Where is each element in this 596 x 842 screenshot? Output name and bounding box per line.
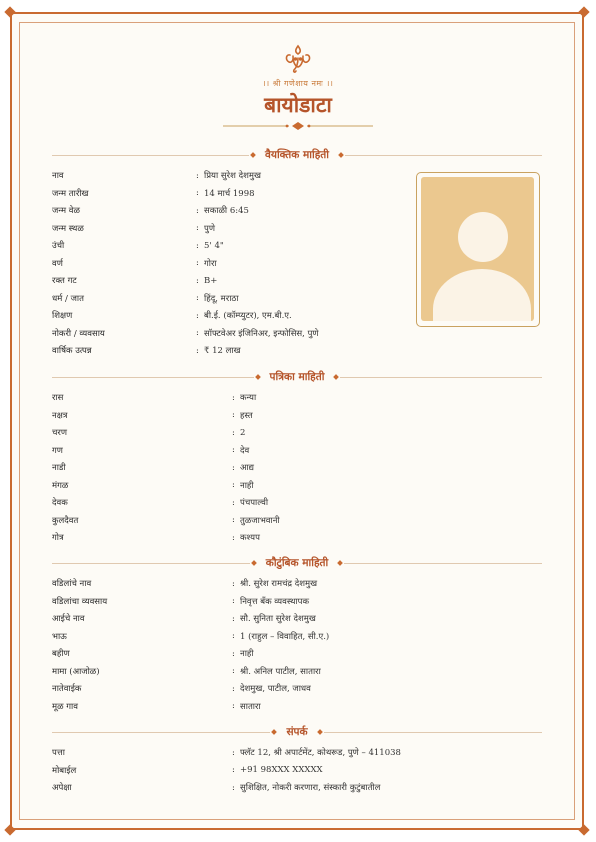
detail-row bbox=[52, 645, 329, 663]
detail-label: आईचे नाव bbox=[52, 614, 85, 625]
section-horoscope-heading bbox=[52, 370, 542, 384]
detail-value: निवृत्त बँक व्यवस्थापक bbox=[240, 596, 309, 607]
detail-value: 14 मार्च 1998 bbox=[204, 188, 255, 199]
detail-row bbox=[52, 575, 329, 593]
section-title: पत्रिका माहिती bbox=[269, 371, 325, 383]
detail-value: हस्त bbox=[240, 410, 253, 421]
detail-separator: : bbox=[232, 480, 235, 491]
page-header bbox=[0, 42, 596, 130]
detail-label: जन्म वेळ bbox=[52, 206, 80, 217]
detail-value: सुशिक्षित, नोकरी करणारा, संस्कारी कुटुंबातील bbox=[240, 783, 381, 794]
detail-separator: : bbox=[232, 765, 235, 776]
detail-value: तुळजाभवानी bbox=[240, 515, 280, 526]
detail-row bbox=[52, 680, 329, 698]
detail-separator: : bbox=[196, 275, 199, 286]
detail-value: श्री. सुरेश रामचंद्र देशमुख bbox=[240, 579, 318, 590]
detail-value: +91 98XXX XXXXX bbox=[240, 765, 323, 776]
detail-label: मामा (आजोळ) bbox=[52, 666, 100, 677]
detail-separator: : bbox=[232, 596, 235, 607]
page-title: बायोडाटा bbox=[264, 92, 332, 117]
detail-row bbox=[52, 494, 280, 512]
family-details bbox=[52, 575, 329, 715]
detail-label: रक्त गट bbox=[52, 276, 77, 287]
detail-value: 2 bbox=[240, 427, 246, 438]
detail-separator: : bbox=[196, 310, 199, 321]
ganesh-icon bbox=[281, 42, 315, 76]
detail-label: देवक bbox=[52, 498, 68, 509]
detail-separator: : bbox=[232, 578, 235, 589]
detail-value: 1 (राहुल – विवाहित, सी.ए.) bbox=[240, 631, 330, 642]
detail-label: भाऊ bbox=[52, 631, 67, 642]
detail-value: ₹ 12 लाख bbox=[204, 346, 241, 357]
section-title: संपर्क bbox=[286, 726, 308, 738]
avatar-body bbox=[433, 269, 531, 321]
detail-label: धर्म / जात bbox=[52, 293, 84, 304]
detail-row bbox=[52, 762, 401, 780]
detail-value: सौ. सुनिता सुरेश देशमुख bbox=[240, 614, 316, 625]
detail-label: नातेवाईक bbox=[52, 684, 82, 695]
detail-row bbox=[52, 424, 280, 442]
shloka-text: ।। श्री गणेशाय नमः ।। bbox=[262, 79, 334, 88]
detail-label: शिक्षण bbox=[52, 311, 73, 322]
detail-row bbox=[52, 663, 329, 681]
detail-row bbox=[52, 407, 280, 425]
detail-value: पुणे bbox=[204, 223, 215, 234]
detail-value: 5' 4" bbox=[204, 240, 224, 251]
detail-separator: : bbox=[196, 170, 199, 181]
detail-label: पत्ता bbox=[52, 748, 65, 759]
detail-separator: : bbox=[196, 293, 199, 304]
detail-separator: : bbox=[232, 462, 235, 473]
detail-label: गण bbox=[52, 445, 63, 456]
detail-separator: : bbox=[232, 683, 235, 694]
detail-label: कुलदैवत bbox=[52, 515, 79, 526]
detail-separator: : bbox=[232, 701, 235, 712]
detail-label: जन्म स्थळ bbox=[52, 223, 84, 234]
detail-label: मोबाईल bbox=[52, 765, 77, 776]
detail-separator: : bbox=[196, 240, 199, 251]
detail-separator: : bbox=[232, 666, 235, 677]
detail-row bbox=[52, 442, 280, 460]
detail-value: सातारा bbox=[240, 701, 261, 712]
detail-separator: : bbox=[232, 631, 235, 642]
detail-row bbox=[52, 255, 319, 273]
detail-row bbox=[52, 593, 329, 611]
section-title: वैयक्तिक माहिती bbox=[265, 149, 329, 161]
detail-value: हिंदू, मराठा bbox=[204, 293, 239, 304]
detail-row bbox=[52, 744, 401, 762]
detail-label: मूळ गाव bbox=[52, 701, 78, 712]
detail-separator: : bbox=[196, 205, 199, 216]
contact-details bbox=[52, 744, 401, 797]
detail-label: जन्म तारीख bbox=[52, 188, 89, 199]
detail-label: नाव bbox=[52, 171, 64, 182]
detail-label: उंची bbox=[52, 241, 65, 252]
detail-value: प्रिया सुरेश देशमुख bbox=[204, 171, 261, 182]
detail-value: बी.ई. (कॉम्प्युटर), एम.बी.ए. bbox=[204, 311, 292, 322]
detail-value: B+ bbox=[204, 275, 218, 286]
detail-label: वडिलांचे नाव bbox=[52, 579, 92, 590]
photo-frame bbox=[416, 172, 540, 327]
detail-row bbox=[52, 477, 280, 495]
detail-row bbox=[52, 698, 329, 716]
personal-details bbox=[52, 167, 319, 360]
detail-separator: : bbox=[232, 648, 235, 659]
section-title: कौटुंबिक माहिती bbox=[265, 557, 329, 569]
detail-value: सॉफ्टवेअर इंजिनिअर, इन्फोसिस, पुणे bbox=[204, 328, 319, 339]
detail-value: श्री. अनिल पाटील, सातारा bbox=[240, 666, 321, 677]
detail-row bbox=[52, 272, 319, 290]
detail-value: फ्लॅट 12, श्री अपार्टमेंट, कोथरूड, पुणे – 411038 bbox=[240, 748, 401, 759]
detail-value: नाही bbox=[240, 649, 254, 660]
detail-row bbox=[52, 628, 329, 646]
detail-label: नक्षत्र bbox=[52, 410, 68, 421]
detail-row bbox=[52, 779, 401, 797]
detail-value: नाही bbox=[240, 480, 254, 491]
detail-row bbox=[52, 512, 280, 530]
horoscope-details bbox=[52, 389, 280, 547]
detail-label: बहीण bbox=[52, 649, 70, 660]
detail-label: अपेक्षा bbox=[52, 783, 72, 794]
detail-value: कश्यप bbox=[240, 533, 260, 544]
detail-separator: : bbox=[196, 328, 199, 339]
detail-row bbox=[52, 389, 280, 407]
detail-label: वर्ण bbox=[52, 258, 63, 269]
detail-value: गोरा bbox=[204, 258, 217, 269]
detail-label: वार्षिक उत्पन्न bbox=[52, 346, 92, 357]
detail-value: देशमुख, पाटील, जाधव bbox=[240, 684, 311, 695]
photo-placeholder bbox=[421, 177, 534, 321]
detail-value: देव bbox=[240, 445, 250, 456]
detail-separator: : bbox=[232, 497, 235, 508]
detail-separator: : bbox=[232, 427, 235, 438]
detail-separator: : bbox=[232, 515, 235, 526]
detail-separator: : bbox=[196, 258, 199, 269]
detail-row bbox=[52, 167, 319, 185]
detail-separator: : bbox=[232, 392, 235, 403]
detail-row bbox=[52, 610, 329, 628]
detail-separator: : bbox=[196, 223, 199, 234]
detail-value: आद्य bbox=[240, 463, 255, 474]
detail-row bbox=[52, 529, 280, 547]
detail-row bbox=[52, 459, 280, 477]
detail-row bbox=[52, 185, 319, 203]
detail-value: सकाळी 6:45 bbox=[204, 206, 249, 217]
detail-row bbox=[52, 307, 319, 325]
detail-label: वडिलांचा व्यवसाय bbox=[52, 596, 108, 607]
detail-label: चरण bbox=[52, 428, 68, 439]
section-family-heading bbox=[52, 556, 542, 570]
detail-label: रास bbox=[52, 393, 64, 404]
detail-value: कन्या bbox=[240, 393, 257, 404]
detail-row bbox=[52, 325, 319, 343]
detail-row bbox=[52, 290, 319, 308]
title-ornament bbox=[223, 122, 373, 130]
section-personal-heading bbox=[52, 148, 542, 162]
detail-row bbox=[52, 202, 319, 220]
detail-separator: : bbox=[196, 188, 199, 199]
detail-value: पंचपाल्वी bbox=[240, 498, 269, 509]
detail-separator: : bbox=[232, 747, 235, 758]
detail-separator: : bbox=[232, 613, 235, 624]
avatar-head bbox=[458, 212, 508, 262]
detail-separator: : bbox=[232, 445, 235, 456]
detail-label: नोकरी / व्यवसाय bbox=[52, 328, 105, 339]
detail-separator: : bbox=[232, 782, 235, 793]
detail-label: गोत्र bbox=[52, 533, 64, 544]
detail-row bbox=[52, 237, 319, 255]
detail-separator: : bbox=[196, 345, 199, 356]
detail-label: नाडी bbox=[52, 463, 66, 474]
detail-label: मंगळ bbox=[52, 480, 69, 491]
section-contact-heading bbox=[52, 725, 542, 739]
detail-row bbox=[52, 342, 319, 360]
detail-separator: : bbox=[232, 532, 235, 543]
detail-row bbox=[52, 220, 319, 238]
detail-separator: : bbox=[232, 410, 235, 421]
